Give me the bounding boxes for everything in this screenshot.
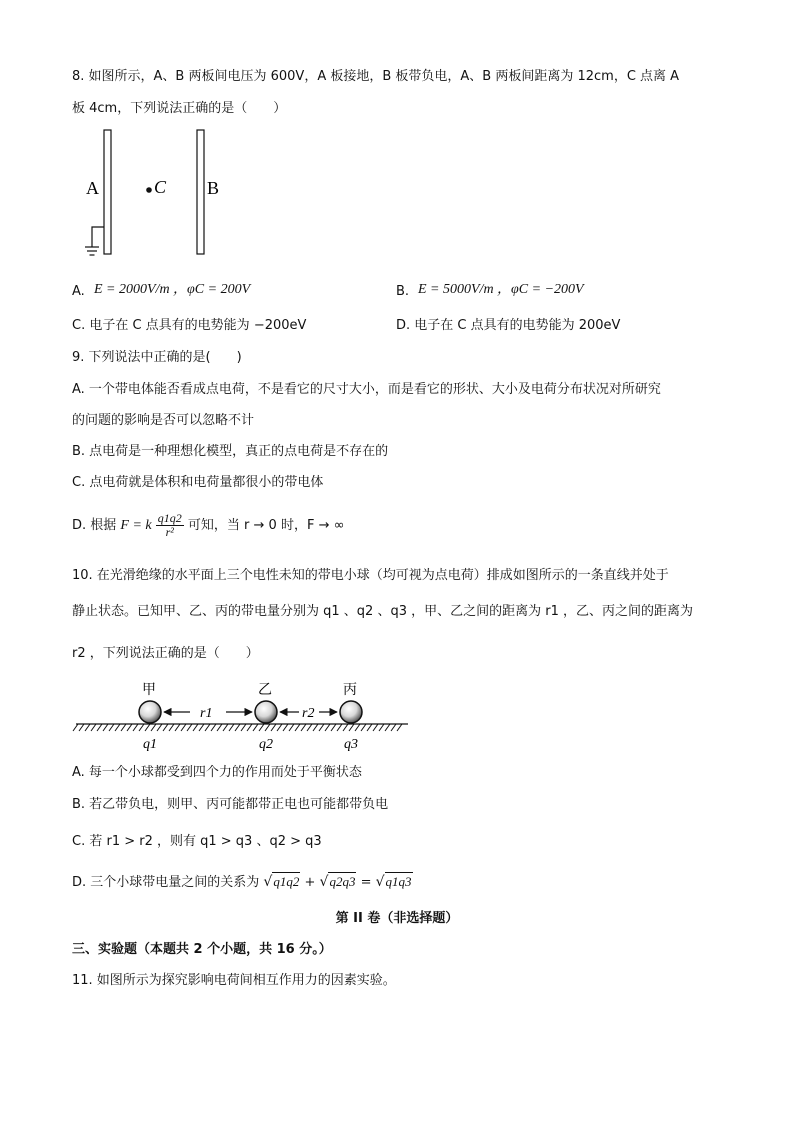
- hatch-mark: [133, 724, 138, 731]
- q10-sqrt-2: q2q3: [329, 874, 356, 889]
- q10-stem-line3: r2 ，下列说法正确的是（ ）: [72, 646, 259, 661]
- hatch-mark: [145, 724, 150, 731]
- q8-option-b-text: E = 5000V/m ，φC = −200V: [418, 282, 584, 297]
- hatch-mark: [121, 724, 126, 731]
- hatch-mark: [361, 724, 366, 731]
- hatch-mark: [229, 724, 234, 731]
- hatch-mark: [295, 724, 300, 731]
- plate-a: [104, 130, 111, 254]
- hatch-mark: [199, 724, 204, 731]
- hatch-mark: [337, 724, 342, 731]
- plate-b: [197, 130, 204, 254]
- section-2-title: 第 II 卷（非选择题）: [335, 911, 459, 926]
- hatch-mark: [211, 724, 216, 731]
- hatch-mark: [97, 724, 102, 731]
- hatch-mark: [205, 724, 210, 731]
- hatch-mark: [85, 724, 90, 731]
- q9-formula-denominator: r²: [165, 525, 174, 539]
- q10-option-d-prefix: D. 三个小球带电量之间的关系为: [72, 875, 260, 890]
- hatch-mark: [313, 724, 318, 731]
- hatch-mark: [181, 724, 186, 731]
- part-3-heading: 三、实验题（本题共 2 个小题，共 16 分。）: [72, 942, 332, 957]
- q9-option-a-line2: 的问题的影响是否可以忽略不计: [72, 413, 255, 428]
- q10-option-c: C. 若 r1 > r2 ，则有 q1 > q3 、q2 > q3: [72, 834, 322, 849]
- hatch-mark: [301, 724, 306, 731]
- r1-label: r1: [200, 706, 213, 721]
- q9-option-b: B. 点电荷是一种理想化模型，真正的点电荷是不存在的: [72, 444, 389, 459]
- hatch-mark: [103, 724, 108, 731]
- hatch-mark: [289, 724, 294, 731]
- hatch-mark: [349, 724, 354, 731]
- q10-sqrt-3: q1q3: [385, 874, 412, 889]
- hatch-mark: [325, 724, 330, 731]
- hatch-mark: [367, 724, 372, 731]
- q10-balls-figure: [72, 676, 412, 756]
- point-c-label: C: [154, 177, 167, 197]
- hatch-mark: [169, 724, 174, 731]
- hatch-mark: [175, 724, 180, 731]
- hatch-mark: [73, 724, 78, 731]
- q9-formula-lhs: F = k: [120, 518, 152, 533]
- hatch-mark: [331, 724, 336, 731]
- plate-b-label: B: [207, 178, 220, 198]
- hatch-mark: [283, 724, 288, 731]
- hatch-mark: [151, 724, 156, 731]
- hatch-mark: [307, 724, 312, 731]
- ball-bing-label: 丙: [343, 683, 357, 698]
- hatch-mark: [235, 724, 240, 731]
- q10-option-a: A. 每一个小球都受到四个力的作用而处于平衡状态: [72, 765, 362, 780]
- q11-stem: 11. 如图所示为探究影响电荷间相互作用力的因素实验。: [72, 973, 396, 988]
- q8-stem-line2: 板 4cm，下列说法正确的是（ ）: [72, 101, 287, 116]
- q9-option-d-prefix: D. 根据: [72, 518, 117, 533]
- hatch-mark: [379, 724, 384, 731]
- q8-option-a-text: E = 2000V/m ，φC = 200V: [94, 282, 251, 297]
- hatch-mark: [157, 724, 162, 731]
- ball-jia-label: 甲: [142, 683, 156, 698]
- hatch-mark: [187, 724, 192, 731]
- hatch-mark: [109, 724, 114, 731]
- ground-icon: [85, 227, 104, 255]
- q9-stem: 9. 下列说法中正确的是( ): [72, 350, 242, 365]
- hatch-mark: [247, 724, 252, 731]
- ball-bing: [340, 701, 362, 723]
- hatch-mark: [259, 724, 264, 731]
- hatch-mark: [193, 724, 198, 731]
- hatch-mark: [265, 724, 270, 731]
- hatch-mark: [397, 724, 402, 731]
- hatch-mark: [253, 724, 258, 731]
- hatch-mark: [79, 724, 84, 731]
- q9-option-d: [72, 509, 344, 543]
- hatch-mark: [241, 724, 246, 731]
- q10-sqrt-1: q1q2: [273, 874, 300, 889]
- hatch-mark: [319, 724, 324, 731]
- hatch-mark: [115, 724, 120, 731]
- q1-label: q1: [143, 737, 157, 752]
- q8-option-c: C. 电子在 C 点具有的电势能为 −200eV: [72, 318, 307, 333]
- q9-formula-fraction: [156, 512, 184, 539]
- ball-jia: [139, 701, 161, 723]
- plate-a-label: A: [86, 178, 99, 198]
- q2-label: q2: [259, 737, 273, 752]
- q8-option-b-label: B.: [396, 284, 410, 299]
- hatch-mark: [163, 724, 168, 731]
- hatch-mark: [271, 724, 276, 731]
- q8-stem-line1: 8. 如图所示，A、B 两板间电压为 600V，A 板接地，B 板带负电，A、B 两板间距离为 12cm，C 点离 A: [72, 69, 680, 84]
- point-c-dot: [146, 187, 152, 193]
- hatch-mark: [217, 724, 222, 731]
- q10-option-b: B. 若乙带负电，则甲、丙可能都带正电也可能都带负电: [72, 797, 389, 812]
- hatch-mark: [139, 724, 144, 731]
- ball-yi-label: 乙: [258, 683, 272, 698]
- hatch-mark: [277, 724, 282, 731]
- q10-stem-line2: 静止状态。已知甲、乙、丙的带电量分别为 q1 、q2 、q3 ，甲、乙之间的距离为 r1 ，乙、丙之间的距离为: [72, 604, 693, 619]
- q8-option-d: D. 电子在 C 点具有的电势能为 200eV: [396, 318, 621, 333]
- hatch-mark: [373, 724, 378, 731]
- q10-stem-line1: 10. 在光滑绝缘的水平面上三个电性未知的带电小球（均可视为点电荷）排成如图所示的一条直线并处于: [72, 568, 669, 583]
- hatch-mark: [91, 724, 96, 731]
- r2-label: r2: [302, 706, 315, 721]
- hatch-mark: [223, 724, 228, 731]
- q9-formula-numerator: q1q2: [157, 511, 182, 525]
- q8-capacitor-figure: [76, 126, 236, 266]
- q10-option-d: D. 三个小球带电量之间的关系为 √q1q2 + √q2q3 = √q1q3: [72, 874, 412, 890]
- q9-option-d-suffix: 可知，当 r → 0 时，F → ∞: [187, 518, 345, 533]
- q9-option-a-line1: A. 一个带电体能否看成点电荷，不是看它的尺寸大小，而是看它的形状、大小及电荷分布状况对所研究: [72, 382, 661, 397]
- hatch-mark: [343, 724, 348, 731]
- hatch-mark: [385, 724, 390, 731]
- q9-option-c: C. 点电荷就是体积和电荷量都很小的带电体: [72, 475, 324, 490]
- ball-yi: [255, 701, 277, 723]
- hatch-mark: [127, 724, 132, 731]
- q3-label: q3: [344, 737, 358, 752]
- hatch-mark: [391, 724, 396, 731]
- hatch-mark: [355, 724, 360, 731]
- ground-hatching: [73, 724, 402, 731]
- q8-option-a-label: A.: [72, 284, 85, 299]
